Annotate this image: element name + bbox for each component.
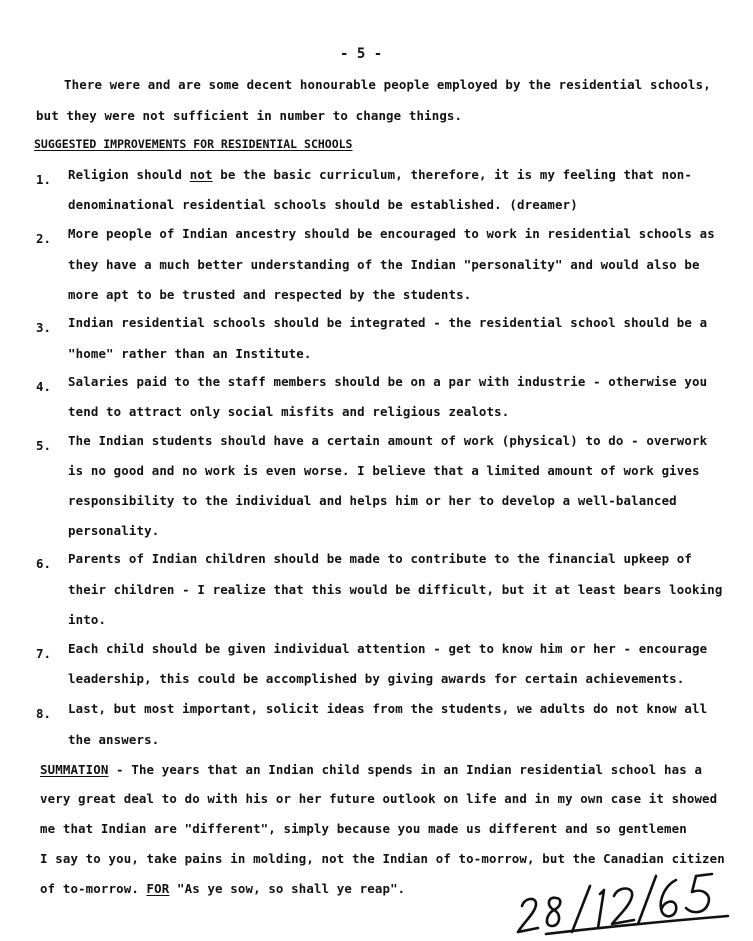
item-line: more apt to be trusted and respected by the students. [68,287,472,302]
item-number: 8. [36,706,51,721]
item-number: 7. [36,646,51,661]
summation-label: SUMMATION [40,762,109,777]
item-line: Salaries paid to the staff members should be on a par with industrie - otherwise you [68,374,708,389]
item-line: denominational residential schools should be established. (dreamer) [68,197,578,212]
item-line: Religion should not be the basic curriculum, therefore, it is my feeling that non- [68,167,693,182]
summation-line: me that Indian are "different", simply because you made us different and so gentlemen [40,821,687,836]
item-line: Each child should be given individual attention - get to know him or her - encourage [68,641,708,656]
item-line: responsibility to the individual and helps him or her to develop a well-balanced [68,493,677,508]
item-number: 3. [36,320,51,335]
summation-line: SUMMATION - The years that an Indian child spends in an Indian residential school has a [40,762,703,777]
item-line: leadership, this could be accomplished by giving awards for certain achievements. [68,671,685,686]
item-number: 4. [36,379,51,394]
item-line: personality. [68,523,160,538]
item-line: is no good and no work is even worse. I believe that a limited amount of work gives [68,463,700,478]
item-line: tend to attract only social misfits and religious zealots. [68,404,510,419]
item-number: 2. [36,231,51,246]
page-number: - 5 - [340,46,383,62]
summation-line: very great deal to do with his or her future outlook on life and in my own case it showed [40,791,718,806]
item-line: "home" rather than an Institute. [68,346,312,361]
item-number: 1. [36,172,51,187]
intro-line-2: but they were not sufficient in number to change things. [36,108,463,123]
item-line: Parents of Indian children should be made to contribute to the financial upkeep of [68,551,693,566]
intro-line-1: There were and are some decent honourable people employed by the residential schools, [64,77,711,92]
summation-line: I say to you, take pains in molding, not the Indian of to-morrow, but the Canadian citizen [40,851,725,866]
item-line: their children - I realize that this would be difficult, but it at least bears looking [68,582,723,597]
item-line: The Indian students should have a certain amount of work (physical) to do - overwork [68,433,708,448]
item-line: More people of Indian ancestry should be encouraged to work in residential schools as [68,226,715,241]
section-heading: SUGGESTED IMPROVEMENTS FOR RESIDENTIAL SCHOOLS [34,137,353,151]
item-line: the answers. [68,732,160,747]
item-line: they have a much better understanding of the Indian "personality" and would also be [68,257,700,272]
item-line: Last, but most important, solicit ideas from the students, we adults do not know all [68,701,708,716]
item-line: Indian residential schools should be integrated - the residential school should be a [68,315,708,330]
summation-line: of to-morrow. FOR "As ye sow, so shall ye reap". [40,881,406,896]
item-number: 6. [36,556,51,571]
emphasis-not: not [189,167,213,182]
item-number: 5. [36,438,51,453]
item-line: into. [68,612,107,627]
handwritten-date [506,862,736,940]
emphasis-for: FOR [146,881,170,896]
